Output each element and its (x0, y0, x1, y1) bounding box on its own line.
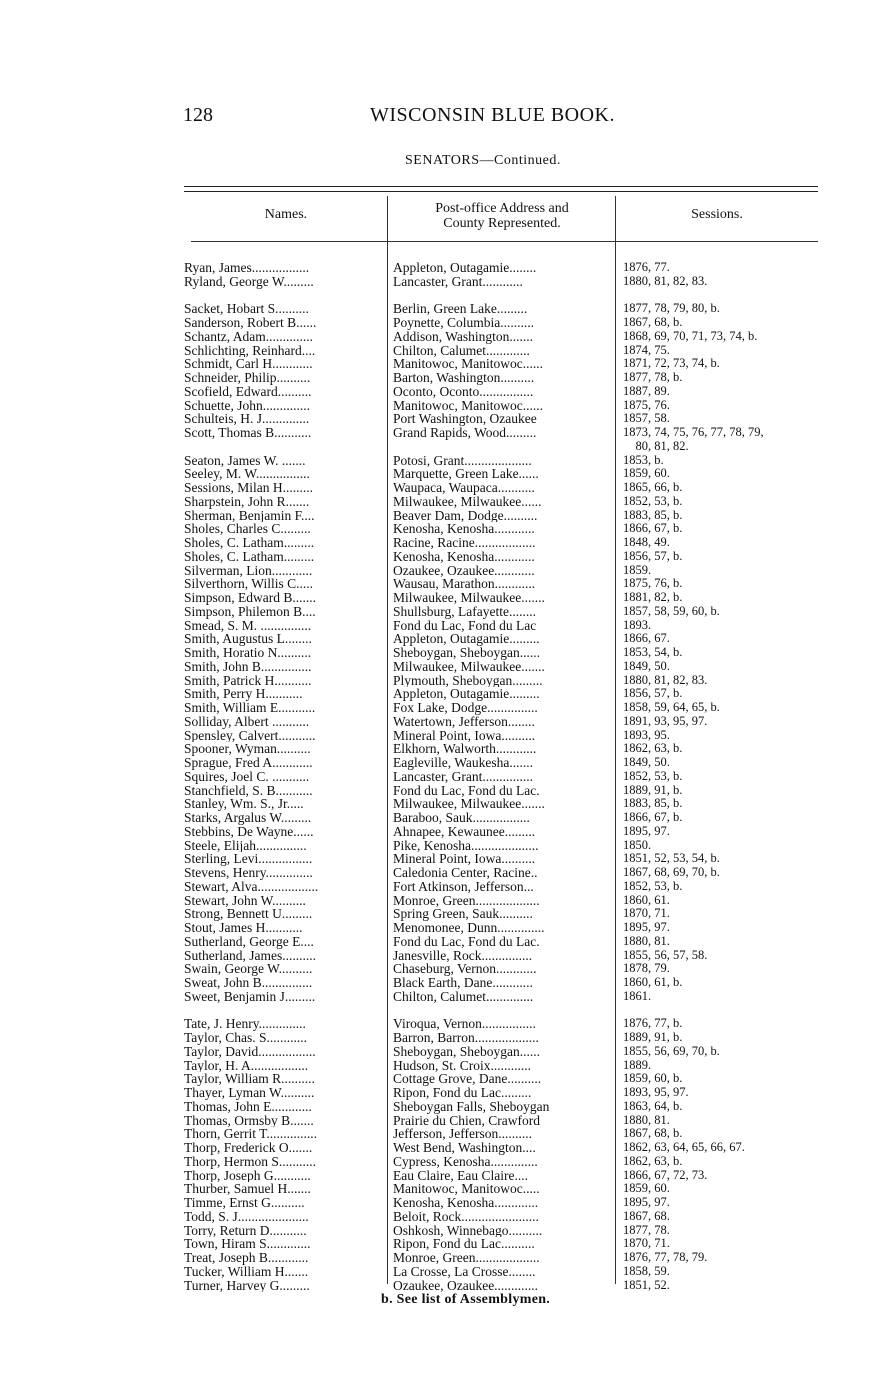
senator-name: Simpson, Edward B....... (184, 591, 317, 605)
senator-address: Milwaukee, Milwaukee....... (393, 591, 545, 605)
senator-sessions: 1862, 63, b. (623, 1154, 683, 1168)
senator-sessions: 1851, 52. (623, 1278, 670, 1292)
senator-sessions: 1880, 81. (623, 1113, 670, 1127)
senator-name: Town, Hiram S............. (184, 1237, 311, 1251)
senator-sessions: 1867, 68, b. (623, 316, 683, 329)
senator-address: Sheboygan, Sheboygan...... (393, 646, 540, 660)
senator-name: Taylor, H. A................. (184, 1058, 309, 1073)
senator-name: Treat, Joseph B............ (184, 1251, 309, 1265)
senator-sessions: 1852, 53, b. (623, 879, 683, 893)
senator-sessions: 1880, 81. (623, 934, 670, 948)
senator-address: Waupaca, Waupaca........... (393, 481, 535, 495)
senator-sessions: 1851, 52, 53, 54, b. (623, 852, 720, 866)
senator-name: Sterling, Levi................ (184, 852, 313, 866)
senator-name: Thorp, Hermon S........... (184, 1154, 316, 1169)
senator-sessions: 1866, 67. (623, 632, 670, 646)
senator-sessions: 1866, 67, 72, 73. (623, 1168, 708, 1182)
senator-name: Thomas, John E............ (184, 1099, 312, 1114)
senator-address: Fond du Lac, Fond du Lac. (393, 934, 540, 949)
senator-address: Grand Rapids, Wood......... (393, 426, 537, 440)
senator-sessions: 1883, 85, b. (623, 797, 683, 811)
senator-address: Black Earth, Dane............ (393, 976, 533, 990)
spacer-row (623, 1004, 819, 1018)
header-rule (388, 241, 616, 242)
senator-address: Fond du Lac, Fond du Lac. (393, 783, 540, 798)
senator-name: Squires, Joel C. ........... (184, 769, 310, 784)
senator-sessions: 1893, 95, 97. (623, 1086, 689, 1099)
senator-address: La Crosse, La Crosse........ (393, 1264, 536, 1279)
senator-name: Stanchfield, S. B........... (184, 783, 313, 798)
header-rule (191, 241, 387, 242)
senator-name: Ryan, James................. (184, 261, 310, 275)
senator-address: Chaseburg, Vernon............ (393, 962, 537, 976)
senator-address: Oshkosh, Winnebago.......... (393, 1223, 543, 1238)
senator-address: Mineral Point, Iowa.......... (393, 852, 536, 866)
senator-name: Smith, Horatio N.......... (184, 646, 312, 660)
senator-name: Schlichting, Reinhard.... (184, 343, 316, 358)
senator-sessions: 1877, 78, b. (623, 371, 683, 384)
senator-address: Shullsburg, Lafayette........ (393, 604, 536, 619)
senator-name: Spooner, Wyman.......... (184, 742, 311, 756)
senator-address: Elkhorn, Walworth............ (393, 742, 537, 756)
spacer-row (184, 289, 386, 303)
senator-sessions: 1859, 60. (623, 1182, 670, 1196)
senator-sessions: 1866, 67, b. (623, 522, 683, 536)
spacer-row (393, 440, 614, 454)
senator-address: Appleton, Outagamie......... (393, 687, 540, 701)
table-top-rule-2 (184, 191, 818, 192)
senator-name: Seeley, M. W................ (184, 467, 310, 481)
senator-name: Smead, S. M. ............... (184, 618, 312, 633)
senator-name: Schmidt, Carl H............ (184, 357, 313, 371)
senator-address: Spring Green, Sauk.......... (393, 907, 533, 921)
senator-name: Sholes, Charles C......... (184, 522, 311, 536)
senator-name: Thorn, Gerrit T............... (184, 1127, 317, 1141)
senator-address: Racine, Racine.................. (393, 536, 536, 550)
senator-name: Scott, Thomas B........... (184, 426, 312, 440)
senator-address: Appleton, Outagamie......... (393, 632, 540, 646)
senator-sessions: 1876, 77, 78, 79. (623, 1251, 708, 1264)
senator-sessions: 1852, 53, b. (623, 769, 683, 783)
senator-name: Thomas, Ormsby B....... (184, 1113, 314, 1128)
senator-address: Appleton, Outagamie........ (393, 261, 537, 275)
senator-sessions: 1860, 61. (623, 893, 670, 907)
senator-address: Ripon, Fond du Lac.......... (393, 1237, 535, 1251)
senator-name: Taylor, Chas. S............ (184, 1031, 308, 1045)
table-top-rule (184, 186, 818, 187)
senator-name: Sprague, Fred A............ (184, 756, 313, 770)
senator-name: Todd, S. J..................... (184, 1209, 309, 1224)
senator-name: Stout, James H........... (184, 921, 303, 935)
senator-name: Smith, Patrick H........... (184, 673, 312, 688)
senator-address: Barton, Washington.......... (393, 371, 535, 385)
senator-address: Lancaster, Grant............ (393, 274, 523, 289)
senator-name: Stewart, John W.......... (184, 893, 306, 908)
senator-name: Stevens, Henry.............. (184, 866, 313, 880)
senator-name: Schneider, Philip.......... (184, 371, 311, 385)
senator-name: Smith, William E........... (184, 701, 316, 715)
senator-sessions: 1853, b. (623, 453, 664, 467)
senator-address: Oconto, Oconto................ (393, 384, 534, 399)
column-divider (387, 196, 388, 1284)
senator-sessions: 1895, 97. (623, 1196, 670, 1209)
senator-sessions: 1873, 74, 75, 76, 77, 78, 79, (623, 426, 764, 439)
address-column (393, 261, 614, 1292)
senator-name: Sharpstein, John R....... (184, 494, 310, 509)
senator-sessions: 1856, 57, b. (623, 549, 683, 563)
senator-sessions: 1857, 58. (623, 412, 670, 426)
spacer-row (184, 440, 386, 454)
senator-address: Menomonee, Dunn.............. (393, 921, 545, 935)
senator-address: Addison, Washington....... (393, 329, 534, 344)
senator-name: Silverman, Lion............ (184, 563, 313, 578)
senator-address: Wausau, Marathon............ (393, 577, 536, 591)
senator-name: Schantz, Adam.............. (184, 329, 313, 344)
senator-address: Lancaster, Grant............... (393, 769, 534, 784)
header-names: Names. (264, 207, 308, 222)
senator-name: Sweet, Benjamin J......... (184, 989, 316, 1004)
senator-sessions: 1867, 68, 69, 70, b. (623, 866, 720, 879)
senator-sessions: 1871, 72, 73, 74, b. (623, 357, 720, 371)
senator-address: Milwaukee, Milwaukee....... (393, 797, 545, 811)
senator-sessions: 1875, 76. (623, 398, 670, 412)
header-address (389, 201, 615, 231)
senator-address: Monroe, Green................... (393, 893, 540, 908)
senator-address: Beloit, Rock....................... (393, 1209, 539, 1224)
senator-address: Mineral Point, Iowa.......... (393, 728, 536, 743)
senator-name: Smith, John B............... (184, 659, 312, 674)
spacer-row (393, 289, 614, 303)
senator-name: Smith, Perry H........... (184, 687, 303, 701)
senator-address: Chilton, Calumet............. (393, 343, 530, 358)
senator-sessions: 1880, 81, 82, 83. (623, 274, 708, 288)
senator-name: Taylor, David................. (184, 1044, 316, 1059)
senator-address: Jefferson, Jefferson.......... (393, 1127, 532, 1141)
senator-name: Sanderson, Robert B...... (184, 316, 317, 330)
senator-name: Thorp, Frederick O....... (184, 1141, 313, 1155)
header-sessions: Sessions. (691, 207, 743, 222)
senator-name: Scofield, Edward.......... (184, 384, 312, 399)
senator-sessions: 1849, 50. (623, 659, 670, 673)
senator-address: Potosi, Grant.................... (393, 453, 532, 468)
senator-sessions: 1849, 50. (623, 756, 670, 769)
senator-address: Kenosha, Kenosha............. (393, 1196, 539, 1210)
senator-sessions: 1877, 78. (623, 1223, 670, 1237)
senator-name: Simpson, Philemon B.... (184, 604, 316, 619)
senator-address: Manitowoc, Manitowoc...... (393, 398, 543, 413)
senator-sessions: 1868, 69, 70, 71, 73, 74, b. (623, 329, 758, 343)
senator-sessions: 1850. (623, 838, 652, 852)
senator-address: Cottage Grove, Dane.......... (393, 1072, 542, 1086)
senator-address: Ozaukee, Ozaukee............ (393, 563, 535, 578)
senator-sessions: 1862, 63, 64, 65, 66, 67. (623, 1141, 745, 1154)
senator-sessions: 1893. (623, 618, 652, 632)
header-rule (616, 241, 818, 242)
senator-sessions: 1856, 57, b. (623, 687, 683, 701)
senator-name: Sessions, Milan H......... (184, 481, 314, 495)
senator-sessions: 1877, 78, 79, 80, b. (623, 302, 720, 316)
senator-name: Smith, Augustus L........ (184, 632, 312, 646)
senator-name: Stewart, Alva.................. (184, 879, 319, 894)
senator-address: Sheboygan Falls, Sheboygan (393, 1099, 550, 1114)
spacer-row (184, 1004, 386, 1018)
senator-sessions: 1857, 58, 59, 60, b. (623, 604, 720, 618)
senator-address: Berlin, Green Lake......... (393, 302, 528, 316)
header-address-line1: Post-office Address and (435, 201, 569, 216)
senator-name: Ryland, George W......... (184, 274, 314, 289)
senator-sessions: 1867, 68, b. (623, 1127, 683, 1141)
senator-name: Sacket, Hobart S.......... (184, 302, 309, 316)
senator-name: Steele, Elijah............... (184, 838, 307, 853)
senator-address: Hudson, St. Croix............ (393, 1058, 532, 1073)
senator-address: Fox Lake, Dodge............... (393, 701, 538, 715)
senator-sessions: 1853, 54, b. (623, 646, 683, 659)
senator-sessions: 1855, 56, 69, 70, b. (623, 1044, 720, 1058)
senator-name: Schulteis, H. J.............. (184, 412, 310, 426)
senator-address: Milwaukee, Milwaukee...... (393, 494, 542, 509)
page-number: 128 (183, 104, 213, 126)
senator-sessions: 1880, 81, 82, 83. (623, 673, 708, 687)
senator-name: Sutherland, George E.... (184, 934, 314, 949)
spacer-row (393, 1004, 614, 1018)
senator-address: Manitowoc, Manitowoc...... (393, 357, 543, 371)
senator-name: Taylor, William R.......... (184, 1072, 315, 1086)
senator-sessions: 1889. (623, 1058, 652, 1072)
senator-address: Fond du Lac, Fond du Lac (393, 618, 537, 633)
senator-address: West Bend, Washington.... (393, 1141, 536, 1155)
senator-sessions: 1876, 77. (623, 261, 670, 274)
senator-sessions: 1859, 60. (623, 467, 670, 481)
senator-name: Stebbins, De Wayne...... (184, 824, 314, 839)
senator-address: Cypress, Kenosha.............. (393, 1154, 538, 1169)
senator-address: Beaver Dam, Dodge.......... (393, 508, 538, 523)
senator-sessions: 1860, 61, b. (623, 976, 683, 989)
senator-address: Chilton, Calumet.............. (393, 989, 534, 1004)
section-title-text: SENATORS—Continued. (405, 153, 561, 168)
footnote-text: b. See list of Assemblymen. (381, 1292, 551, 1307)
senator-sessions: 1889, 91, b. (623, 1031, 683, 1044)
senator-address: Pike, Kenosha.................... (393, 838, 539, 853)
senator-address: Watertown, Jefferson........ (393, 714, 535, 729)
senator-sessions: 1870, 71. (623, 1237, 670, 1251)
senator-name: Silverthorn, Willis C..... (184, 577, 313, 591)
senator-name: Thayer, Lyman W.......... (184, 1086, 315, 1100)
book-title: WISCONSIN BLUE BOOK. (370, 104, 615, 126)
senator-name: Stanley, Wm. S., Jr..... (184, 797, 304, 811)
senator-sessions: 1859. (623, 563, 652, 577)
senator-sessions: 1889, 91, b. (623, 783, 683, 797)
senator-sessions: 80, 81, 82. (623, 439, 689, 453)
senator-address: Ozaukee, Ozaukee............. (393, 1278, 539, 1293)
senator-sessions: 1881, 82, b. (623, 591, 683, 604)
senator-address: Baraboo, Sauk................. (393, 811, 530, 825)
column-divider (615, 196, 616, 1284)
spacer-row (623, 289, 819, 303)
senator-sessions: 1895, 97. (623, 921, 670, 934)
senator-sessions: 1863, 64, b. (623, 1099, 683, 1113)
senator-address: Fort Atkinson, Jefferson... (393, 879, 534, 894)
senator-address: Plymouth, Sheboygan......... (393, 673, 543, 688)
senator-address: Port Washington, Ozaukee (393, 412, 537, 426)
senator-name: Sholes, C. Latham......... (184, 536, 315, 550)
senator-sessions: 1861. (623, 989, 652, 1003)
senator-name: Schuette, John.............. (184, 398, 310, 413)
senator-sessions: 1859, 60, b. (623, 1072, 683, 1086)
senator-name: Sutherland, James.......... (184, 948, 316, 963)
senator-address: Janesville, Rock............... (393, 948, 533, 963)
senator-address: Kenosha, Kenosha............ (393, 549, 535, 564)
senator-name: Solliday, Albert ........... (184, 714, 310, 729)
senator-sessions: 1876, 77, b. (623, 1017, 683, 1031)
senator-sessions: 1874, 75. (623, 343, 670, 357)
senator-sessions: 1865, 66, b. (623, 481, 683, 494)
senator-sessions: 1862, 63, b. (623, 742, 683, 756)
senator-sessions: 1893, 95. (623, 728, 670, 742)
senator-address: Sheboygan, Sheboygan...... (393, 1044, 540, 1059)
senator-address: Barron, Barron................... (393, 1031, 539, 1045)
senator-address: Viroqua, Vernon................ (393, 1017, 536, 1031)
senator-name: Timme, Ernst G.......... (184, 1196, 305, 1210)
senator-address: Eau Claire, Eau Claire.... (393, 1168, 528, 1183)
senator-sessions: 1852, 53, b. (623, 494, 683, 508)
senator-address: Prairie du Chien, Crawford (393, 1113, 540, 1128)
senator-sessions: 1891, 93, 95, 97. (623, 714, 708, 728)
senator-address: Poynette, Columbia.......... (393, 316, 534, 330)
senator-address: Monroe, Green................... (393, 1251, 540, 1265)
senator-sessions: 1883, 85, b. (623, 508, 683, 522)
senator-sessions: 1848, 49. (623, 536, 670, 549)
senator-name: Sherman, Benjamin F.... (184, 508, 315, 523)
senator-address: Milwaukee, Milwaukee....... (393, 659, 545, 674)
senator-name: Sholes, C. Latham......... (184, 549, 315, 564)
sessions-column (623, 261, 819, 1292)
senator-sessions: 1858, 59. (623, 1264, 670, 1278)
senator-sessions: 1895, 97. (623, 824, 670, 838)
senator-name: Tucker, William H....... (184, 1264, 309, 1279)
senator-name: Starks, Argalus W......... (184, 811, 312, 825)
senator-name: Sweat, John B............... (184, 976, 313, 990)
senator-name: Spensley, Calvert........... (184, 728, 316, 743)
senator-address: Ripon, Fond du Lac......... (393, 1086, 532, 1100)
senator-name: Tate, J. Henry.............. (184, 1017, 306, 1031)
senator-address: Manitowoc, Manitowoc..... (393, 1182, 540, 1196)
senator-sessions: 1875, 76, b. (623, 577, 683, 591)
senator-name: Seaton, James W. ....... (184, 453, 306, 468)
names-column (184, 261, 386, 1292)
senator-sessions: 1866, 67, b. (623, 811, 683, 824)
senator-name: Swain, George W.......... (184, 962, 313, 976)
senator-address: Kenosha, Kenosha............ (393, 522, 535, 536)
senator-sessions: 1870, 71. (623, 907, 670, 921)
senator-address: Eagleville, Waukesha....... (393, 756, 533, 770)
senator-name: Torry, Return D........... (184, 1223, 307, 1238)
senator-sessions: 1867, 68. (623, 1209, 670, 1223)
senator-address: Marquette, Green Lake...... (393, 467, 539, 481)
senator-name: Strong, Bennett U......... (184, 907, 313, 921)
senator-address: Caledonia Center, Racine.. (393, 866, 538, 880)
senator-sessions: 1887, 89. (623, 384, 670, 398)
senator-sessions: 1855, 56, 57, 58. (623, 948, 708, 962)
header-address-line2: County Represented. (443, 216, 561, 231)
senator-name: Thurber, Samuel H....... (184, 1182, 311, 1196)
senator-name: Thorp, Joseph G........... (184, 1168, 311, 1183)
senator-address: Ahnapee, Kewaunee......... (393, 824, 536, 839)
senator-name: Turner, Harvey G......... (184, 1278, 310, 1293)
senator-sessions: 1858, 59, 64, 65, b. (623, 701, 720, 714)
senator-sessions: 1878, 79. (623, 962, 670, 976)
